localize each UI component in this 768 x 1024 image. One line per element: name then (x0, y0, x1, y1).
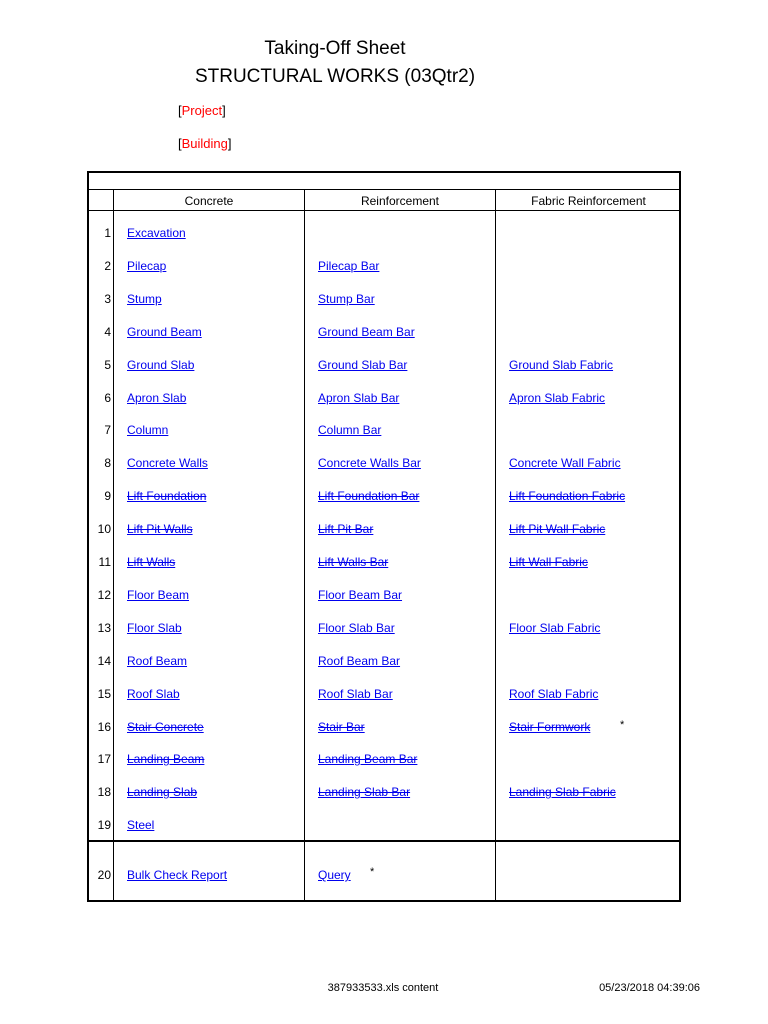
link-ground-slab[interactable]: Ground Slab (127, 358, 195, 372)
footer-filename: 387933533.xls content (327, 982, 439, 994)
building-bracket-close: ] (227, 136, 232, 151)
link-floor-slab-fabric[interactable]: Floor Slab Fabric (509, 621, 601, 635)
row-number: 18 (97, 785, 111, 799)
link-concrete-walls[interactable]: Concrete Walls (127, 456, 208, 470)
sheet-subtitle: STRUCTURAL WORKS (03Qtr2) (194, 66, 476, 87)
link-ground-slab-bar[interactable]: Ground Slab Bar (318, 358, 408, 372)
column-divider (113, 189, 114, 900)
link-pilecap[interactable]: Pilecap (127, 259, 167, 273)
link-lift-pit-wall-fabric[interactable]: Lift Pit Wall Fabric (509, 522, 606, 536)
link-bulk-check-report[interactable]: Bulk Check Report (127, 868, 228, 882)
link-concrete-wall-fabric[interactable]: Concrete Wall Fabric (509, 456, 621, 470)
row-number: 16 (97, 720, 111, 734)
project-bracket-open: [ (178, 103, 182, 118)
link-roof-slab-bar[interactable]: Roof Slab Bar (318, 687, 393, 701)
row-number: 20 (97, 868, 111, 882)
row-number: 17 (97, 752, 111, 766)
project-label: Project (181, 103, 223, 118)
link-stump[interactable]: Stump (127, 292, 162, 306)
link-landing-slab-fabric[interactable]: Landing Slab Fabric (509, 785, 616, 799)
link-lift-walls-bar[interactable]: Lift Walls Bar (318, 555, 389, 569)
row-number: 4 (104, 325, 111, 339)
row-number: 6 (104, 391, 111, 405)
link-landing-slab-bar[interactable]: Landing Slab Bar (318, 785, 411, 799)
row-number: 19 (97, 818, 111, 832)
column-divider (495, 189, 496, 900)
row-number: 3 (104, 292, 111, 306)
link-lift-foundation-fabric[interactable]: Lift Foundation Fabric (509, 489, 626, 503)
row-number: 15 (97, 687, 111, 701)
link-lift-wall-fabric[interactable]: Lift Wall Fabric (509, 555, 588, 569)
link-steel[interactable]: Steel (127, 818, 155, 832)
asterisk-mark: * (620, 719, 625, 731)
asterisk-mark: * (370, 866, 375, 878)
header-fabric-reinforcement: Fabric Reinforcement (531, 194, 646, 208)
link-pilecap-bar[interactable]: Pilecap Bar (318, 259, 380, 273)
row-number: 7 (104, 423, 111, 437)
row-number: 13 (97, 621, 111, 635)
link-roof-slab-fabric[interactable]: Roof Slab Fabric (509, 687, 599, 701)
row-number: 9 (104, 489, 111, 503)
link-concrete-walls-bar[interactable]: Concrete Walls Bar (318, 456, 421, 470)
link-landing-beam[interactable]: Landing Beam (127, 752, 205, 766)
row-number: 11 (98, 555, 111, 569)
link-floor-beam[interactable]: Floor Beam (127, 588, 190, 602)
link-column[interactable]: Column (127, 423, 169, 437)
link-landing-beam-bar[interactable]: Landing Beam Bar (318, 752, 418, 766)
building-label: Building (181, 136, 228, 151)
row-number: 10 (97, 522, 111, 536)
row-number: 5 (104, 358, 111, 372)
link-query[interactable]: Query (318, 868, 351, 882)
row-number: 1 (104, 226, 111, 240)
link-stair-concrete[interactable]: Stair Concrete (127, 720, 204, 734)
link-apron-slab-bar[interactable]: Apron Slab Bar (318, 391, 400, 405)
link-roof-slab[interactable]: Roof Slab (127, 687, 180, 701)
link-apron-slab-fabric[interactable]: Apron Slab Fabric (509, 391, 606, 405)
link-column-bar[interactable]: Column Bar (318, 423, 382, 437)
sheet-title: Taking-Off Sheet (264, 38, 406, 59)
link-lift-foundation[interactable]: Lift Foundation (127, 489, 207, 503)
header-concrete: Concrete (184, 194, 234, 208)
link-ground-slab-fabric[interactable]: Ground Slab Fabric (509, 358, 614, 372)
link-lift-pit-walls[interactable]: Lift Pit Walls (127, 522, 193, 536)
link-stair-bar[interactable]: Stair Bar (318, 720, 365, 734)
link-stair-formwork[interactable]: Stair Formwork (509, 720, 591, 734)
link-lift-foundation-bar[interactable]: Lift Foundation Bar (318, 489, 420, 503)
building-bracket-open: [ (178, 136, 182, 151)
link-lift-walls[interactable]: Lift Walls (127, 555, 176, 569)
row-number: 2 (104, 259, 111, 273)
link-floor-beam-bar[interactable]: Floor Beam Bar (318, 588, 403, 602)
header-reinforcement: Reinforcement (360, 194, 440, 208)
link-floor-slab[interactable]: Floor Slab (127, 621, 182, 635)
project-bracket-close: ] (222, 103, 226, 118)
project-tag (178, 103, 226, 119)
link-apron-slab[interactable]: Apron Slab (127, 391, 187, 405)
column-divider (304, 189, 305, 900)
link-excavation[interactable]: Excavation (127, 226, 186, 240)
table-divider (89, 189, 679, 190)
link-roof-beam-bar[interactable]: Roof Beam Bar (318, 654, 401, 668)
footer-timestamp: 05/23/2018 04:39:06 (599, 982, 700, 994)
link-lift-pit-bar[interactable]: Lift Pit Bar (318, 522, 374, 536)
link-stump-bar[interactable]: Stump Bar (318, 292, 375, 306)
link-landing-slab[interactable]: Landing Slab (127, 785, 198, 799)
row-number: 8 (104, 456, 111, 470)
link-ground-beam[interactable]: Ground Beam (127, 325, 202, 339)
row-number: 12 (97, 588, 111, 602)
row-number: 14 (97, 654, 111, 668)
building-tag (178, 136, 232, 152)
link-floor-slab-bar[interactable]: Floor Slab Bar (318, 621, 395, 635)
link-roof-beam[interactable]: Roof Beam (127, 654, 188, 668)
takeoff-table (87, 171, 681, 902)
table-divider (89, 840, 679, 842)
link-ground-beam-bar[interactable]: Ground Beam Bar (318, 325, 415, 339)
